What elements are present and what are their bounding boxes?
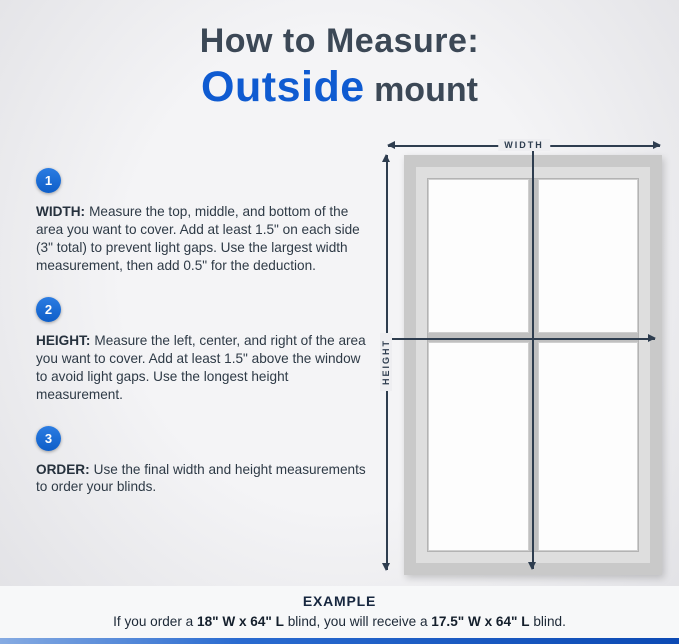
step-2-label: HEIGHT:: [36, 332, 91, 348]
title-rest-mount: mount: [364, 71, 478, 109]
example-middle: blind, you will receive a: [283, 614, 432, 629]
title-accent-outside: Outside: [201, 63, 365, 111]
example-suffix: blind.: [529, 614, 566, 629]
width-measure-label: WIDTH: [498, 139, 550, 151]
page-header: [0, 22, 679, 112]
page-title-line2: [0, 63, 679, 112]
page-title-line1: How to Measure:: [199, 22, 480, 60]
window-diagram: [378, 133, 666, 581]
example-section: [0, 586, 679, 638]
example-sentence: [0, 614, 679, 629]
step-2-number-badge: 2: [36, 297, 61, 322]
step-3-number-badge: 3: [36, 426, 61, 451]
step-1-description: [36, 203, 374, 275]
example-heading: EXAMPLE: [302, 593, 377, 609]
bottom-accent-bar: [0, 638, 679, 644]
step-1: [36, 168, 374, 275]
window-pane-bottom-right: [538, 342, 639, 551]
center-vertical-measure-line-icon: [532, 145, 534, 569]
step-1-number-badge: 1: [36, 168, 61, 193]
example-receive-size: 17.5" W x 64" L: [431, 614, 530, 629]
step-3-description: [36, 461, 374, 497]
example-prefix: If you order a: [113, 614, 198, 629]
step-2-description: [36, 332, 374, 404]
steps-column: [36, 168, 374, 516]
center-horizontal-measure-line-icon: [386, 338, 655, 340]
example-order-size: 18" W x 64" L: [197, 614, 284, 629]
step-3: [36, 426, 374, 497]
window-pane-top-left: [428, 179, 529, 333]
step-3-body: Use the final width and height measurements to order your blinds.: [36, 461, 366, 495]
window-pane-bottom-left: [428, 342, 529, 551]
step-2-body: Measure the left, center, and right of the area you want to cover. Add at least 1.5" above the window to avoid light gaps. Use the longest height measurement.: [36, 332, 366, 402]
step-3-label: ORDER:: [36, 461, 90, 477]
window-pane-top-right: [538, 179, 639, 333]
step-1-body: Measure the top, middle, and bottom of the area you want to cover. Add at least 1.5" on each side (3" total) to prevent light gaps. Use the largest width measurement, then add 0.5" for the deduction.: [36, 204, 360, 273]
height-measure-label: HEIGHT: [380, 333, 392, 391]
step-1-label: WIDTH:: [36, 204, 86, 219]
step-2: [36, 297, 374, 404]
